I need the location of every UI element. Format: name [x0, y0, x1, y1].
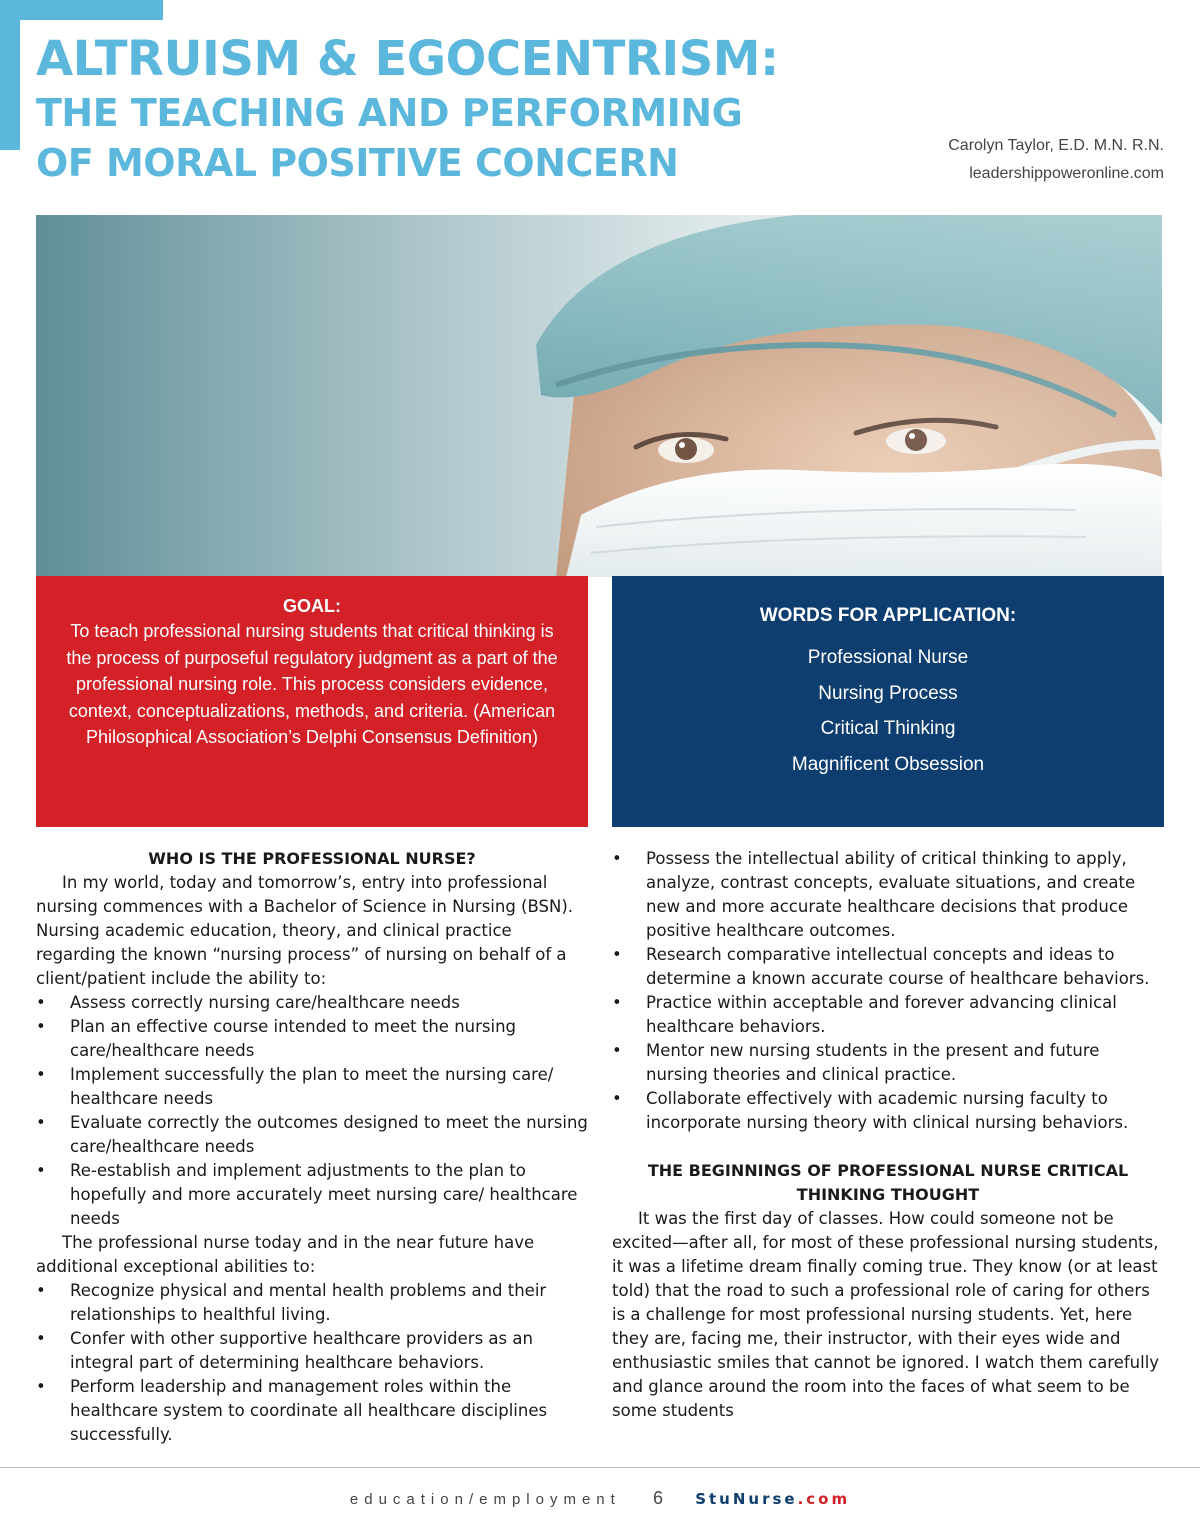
title-line-2: THE TEACHING AND PERFORMING — [36, 91, 743, 135]
words-heading: WORDS FOR APPLICATION: — [759, 605, 1017, 626]
footer-section-label: education/employment — [349, 1491, 621, 1508]
story-paragraph: It was the first day of classes. How could someone not be excited—after all, for most of these professional nursing students, it was a lifetime dream finally coming true. They know (or at least told) that the road to such a professional role of caring for others is a challenge for most professional nursing students. Yet, here they are, facing me, their instructor, with their eyes wide and enthusiastic smiles that cannot be ignored. I watch them carefully and glance around the room into the faces of what seem to be some students — [612, 1209, 1160, 1420]
list-item: • Confer with other supportive healthcare providers as an integral part of determining healthcare behaviors. — [36, 1327, 588, 1375]
word-item: Critical Thinking — [820, 718, 956, 739]
article-title — [36, 30, 779, 188]
list-item: • Plan an effective course intended to meet the nursing care/healthcare needs — [36, 1015, 588, 1063]
brand-domain: .com — [797, 1490, 851, 1508]
author-block — [948, 132, 1164, 188]
list-item: • Assess correctly nursing care/healthcare needs — [36, 991, 588, 1015]
list-item: • Re-establish and implement adjustments to the plan to hopefully and more accurately meet nursing care/ healthcare needs — [36, 1159, 588, 1231]
author-name: Carolyn Taylor, E.D. M.N. R.N. — [948, 137, 1164, 154]
right-column — [612, 847, 1164, 1423]
list-item: • Mentor new nursing students in the present and future nursing theories and clinical practice. — [612, 1039, 1164, 1087]
list-item: • Collaborate effectively with academic nursing faculty to incorporate nursing theory with clinical nursing behaviors. — [612, 1087, 1164, 1135]
corner-accent-vertical — [0, 0, 20, 150]
word-item: Professional Nurse — [807, 647, 969, 668]
section-heading-beginnings: THE BEGINNINGS OF PROFESSIONAL NURSE CRITICAL THINKING THOUGHT — [647, 1161, 1129, 1204]
middle-paragraph: The professional nurse today and in the near future have additional exceptional abilities to: — [36, 1233, 535, 1276]
word-item: Magnificent Obsession — [791, 753, 985, 775]
list-item: • Possess the intellectual ability of critical thinking to apply, analyze, contrast concepts, evaluate situations, and create new and more accurate healthcare decisions that produce positive healthcare outcomes. — [612, 847, 1164, 943]
goal-text: To teach professional nursing students that critical thinking is the process of purposeful regulatory judgment as a part of the professional nursing role. This process considers evidence, context, conceptualizations, methods, and criteria. (American Philosophical Association’s Delphi Consensus Definition) — [66, 621, 558, 747]
list-item: • Recognize physical and mental health problems and their relationships to healthful living. — [36, 1279, 588, 1327]
list-item: • Implement successfully the plan to meet the nursing care/ healthcare needs — [36, 1063, 588, 1111]
left-column — [36, 847, 588, 1447]
goal-heading: GOAL: — [283, 596, 341, 616]
nurse-illustration — [36, 215, 1162, 577]
brand-name: StuNurse — [695, 1490, 798, 1508]
list-item: • Evaluate correctly the outcomes designed to meet the nursing care/healthcare needs — [36, 1111, 588, 1159]
title-line-3: OF MORAL POSITIVE CONCERN — [36, 141, 679, 185]
list-item: • Practice within acceptable and forever advancing clinical healthcare behaviors. — [612, 991, 1164, 1039]
goal-box — [36, 576, 588, 827]
title-line-1: ALTRUISM & EGOCENTRISM: — [36, 31, 779, 87]
author-website: leadershippoweronline.com — [969, 165, 1164, 182]
list-item: • Perform leadership and management roles within the healthcare system to coordinate all healthcare disciplines successfully. — [36, 1375, 588, 1447]
footer-divider — [0, 1467, 1200, 1468]
intro-paragraph: In my world, today and tomorrow’s, entry into professional nursing commences with a Bachelor of Science in Nursing (BSN). Nursing academic education, theory, and clinical practice regarding the known “nursing process” of nursing on behalf of a client/patient include the ability to: — [36, 873, 574, 988]
page-footer — [0, 1488, 1200, 1509]
abilities-list-continued — [612, 847, 1164, 1135]
brand-logo — [695, 1490, 850, 1508]
nursing-process-list — [36, 991, 588, 1231]
words-for-application-box — [612, 576, 1164, 827]
page-number: 6 — [653, 1488, 664, 1508]
list-item: • Research comparative intellectual concepts and ideas to determine a known accurate course of healthcare behaviors. — [612, 943, 1164, 991]
corner-accent-horizontal — [0, 0, 163, 20]
hero-image-nurse — [36, 215, 1162, 577]
abilities-list — [36, 1279, 588, 1447]
spacer — [612, 1135, 1164, 1159]
section-heading-who: WHO IS THE PROFESSIONAL NURSE? — [148, 849, 476, 868]
word-item: Nursing Process — [818, 682, 958, 704]
